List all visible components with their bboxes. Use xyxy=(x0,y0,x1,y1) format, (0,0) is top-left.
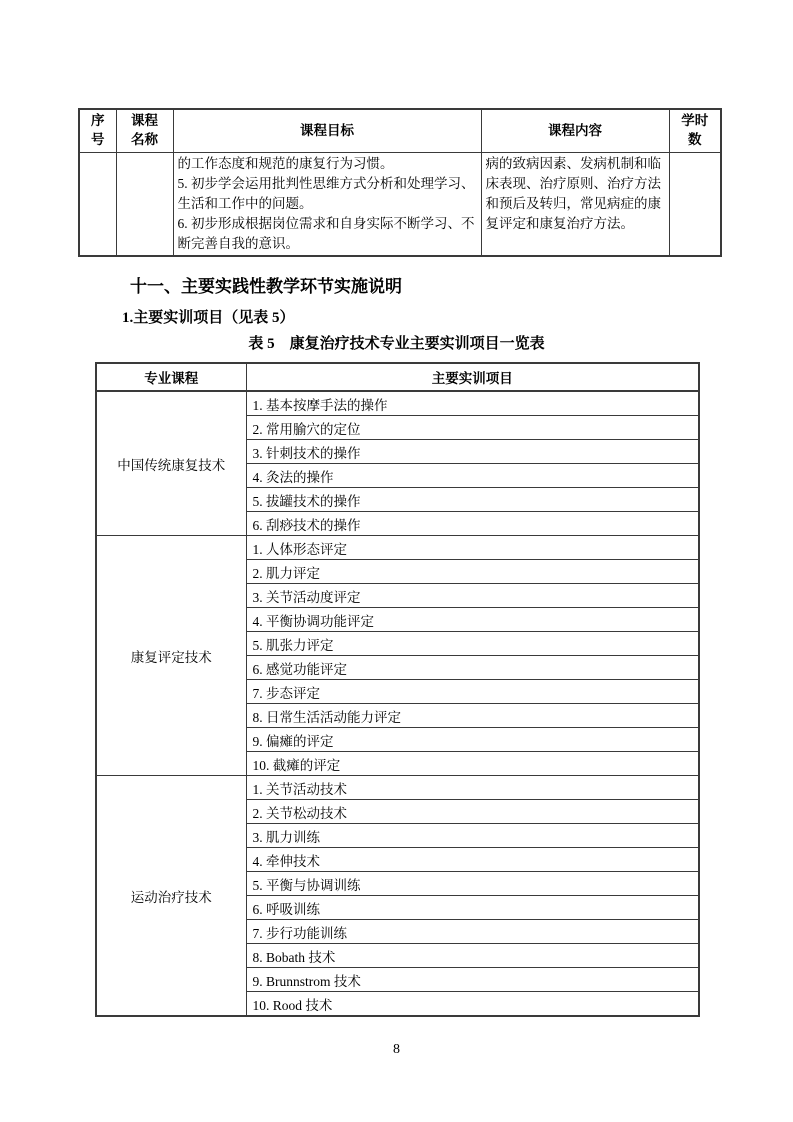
table-row xyxy=(96,391,699,416)
training-item-cell: 5. 肌张力评定 xyxy=(246,632,699,656)
training-item-cell: 2. 常用腧穴的定位 xyxy=(246,416,699,440)
training-item-cell: 6. 刮痧技术的操作 xyxy=(246,512,699,536)
training-item-cell: 6. 感觉功能评定 xyxy=(246,656,699,680)
content-paragraph: 病的致病因素、发病机制和临床表现、治疗原则、治疗方法和预后及转归，常见病症的康复评定和康复治疗方法。 xyxy=(485,156,661,231)
table-row xyxy=(96,776,699,800)
header-cell-hours: 学时数 xyxy=(669,109,721,153)
table-caption: 表 5 康复治疗技术专业主要实训项目一览表 xyxy=(248,336,545,352)
header-cell-number: 序号 xyxy=(79,109,116,153)
table-row xyxy=(96,536,699,560)
training-item-cell: 5. 平衡与协调训练 xyxy=(246,872,699,896)
course-group-cell: 康复评定技术 xyxy=(96,536,246,776)
training-item-cell: 8. 日常生活活动能力评定 xyxy=(246,704,699,728)
objectives-paragraph: 6. 初步形成根据岗位需求和自身实际不断学习、不断完善自我的意识。 xyxy=(177,216,475,251)
course-group-cell: 中国传统康复技术 xyxy=(96,391,246,536)
table-row xyxy=(79,153,721,257)
objectives-paragraph: 的工作态度和规范的康复行为习惯。 xyxy=(177,156,394,171)
training-item-cell: 8. Bobath 技术 xyxy=(246,944,699,968)
training-item-cell: 4. 平衡协调功能评定 xyxy=(246,608,699,632)
table-header-row xyxy=(79,109,721,153)
training-item-cell: 6. 呼吸训练 xyxy=(246,896,699,920)
course-name-cell xyxy=(116,153,173,257)
training-item-cell: 10. 截瘫的评定 xyxy=(246,752,699,776)
course-group-cell: 运动治疗技术 xyxy=(96,776,246,1017)
header-cell-objectives: 课程目标 xyxy=(173,109,481,153)
training-projects-table xyxy=(95,362,700,1017)
subsection-heading: 1.主要实训项目（见表 5） xyxy=(122,310,295,326)
header-cell-content: 课程内容 xyxy=(481,109,669,153)
table-header-row xyxy=(96,363,699,391)
training-item-cell: 1. 人体形态评定 xyxy=(246,536,699,560)
training-item-cell: 3. 肌力训练 xyxy=(246,824,699,848)
training-item-cell: 1. 基本按摩手法的操作 xyxy=(246,391,699,416)
training-item-cell: 9. Brunnstrom 技术 xyxy=(246,968,699,992)
training-item-cell: 4. 灸法的操作 xyxy=(246,464,699,488)
section-heading: 十一、主要实践性教学环节实施说明 xyxy=(130,277,402,296)
training-item-cell: 4. 牵伸技术 xyxy=(246,848,699,872)
training-item-cell: 3. 针刺技术的操作 xyxy=(246,440,699,464)
training-item-cell: 10. Rood 技术 xyxy=(246,992,699,1017)
header-cell-course-name: 课程名称 xyxy=(116,109,173,153)
training-item-cell: 2. 肌力评定 xyxy=(246,560,699,584)
training-item-cell: 5. 拔罐技术的操作 xyxy=(246,488,699,512)
header-cell-course: 专业课程 xyxy=(96,363,246,391)
training-item-cell: 7. 步行功能训练 xyxy=(246,920,699,944)
objectives-cell xyxy=(173,153,481,257)
number-cell xyxy=(79,153,116,257)
hours-cell xyxy=(669,153,721,257)
header-cell-projects: 主要实训项目 xyxy=(246,363,699,391)
training-item-cell: 7. 步态评定 xyxy=(246,680,699,704)
training-item-cell: 3. 关节活动度评定 xyxy=(246,584,699,608)
course-description-table xyxy=(78,108,722,257)
page-number: 8 xyxy=(393,1042,400,1057)
training-item-cell: 1. 关节活动技术 xyxy=(246,776,699,800)
training-item-cell: 9. 偏瘫的评定 xyxy=(246,728,699,752)
content-cell xyxy=(481,153,669,257)
objectives-paragraph: 5. 初步学会运用批判性思维方式分析和处理学习、生活和工作中的问题。 xyxy=(177,176,475,211)
training-item-cell: 2. 关节松动技术 xyxy=(246,800,699,824)
